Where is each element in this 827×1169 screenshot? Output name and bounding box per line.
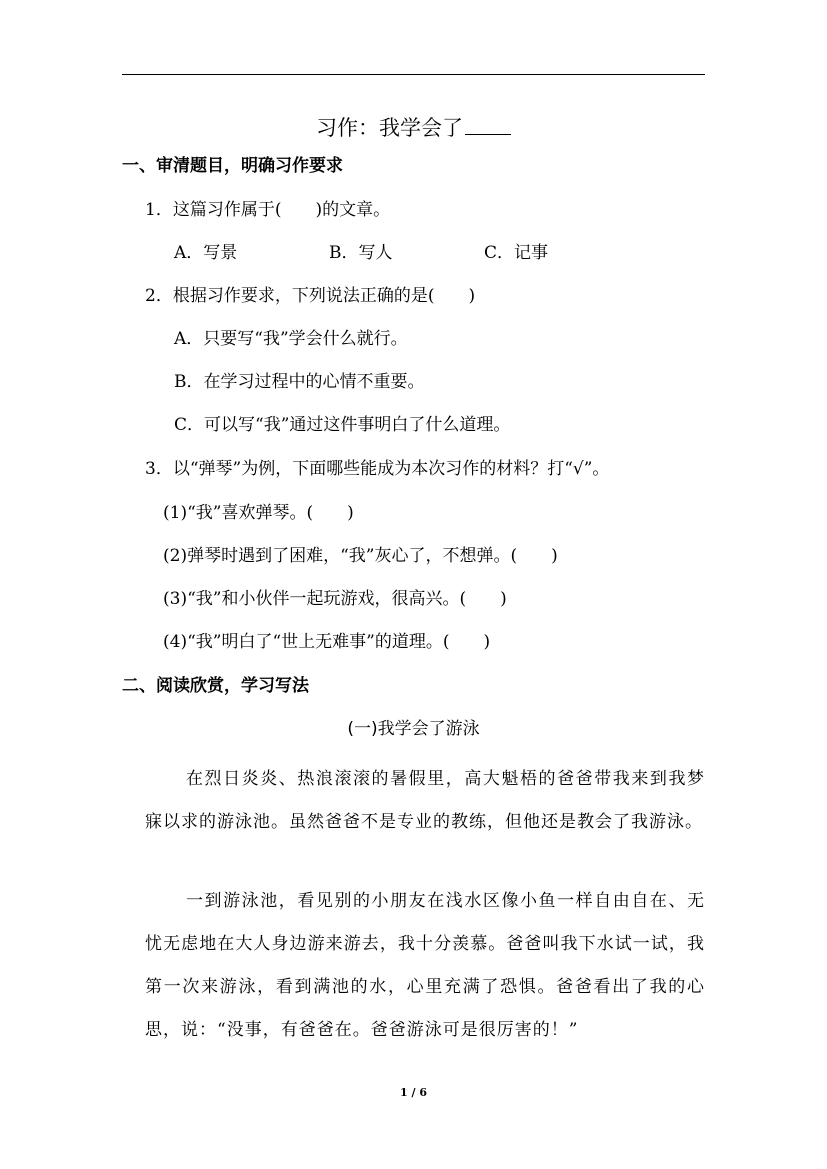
q1-option-a: A．写景 bbox=[174, 243, 238, 263]
q1-options bbox=[174, 242, 548, 264]
q2-stem: 2．根据习作要求，下列说法正确的是( ) bbox=[145, 286, 476, 306]
header-rule bbox=[122, 74, 705, 75]
page-number: 1 / 6 bbox=[400, 1086, 427, 1099]
q1-stem: 1．这篇习作属于( )的文章。 bbox=[145, 200, 391, 220]
passage-paragraph-2: 一到游泳池，看见别的小朋友在浅水区像小鱼一样自由自在、无忧无虑地在大人身边游来游去，我十分羡慕。爸爸叫我下水试一试，我第一次来游泳，看到满池的水，心里充满了恐惧。爸爸看出了我的心思，说：“没事，有爸爸在。爸爸游泳可是很厉害的！” bbox=[145, 891, 705, 1040]
q1-option-b: B．写人 bbox=[329, 243, 393, 263]
q2-option-c: C．可以写“我”通过这件事明白了什么道理。 bbox=[174, 415, 511, 435]
q3-stem: 3．以“弹琴”为例，下面哪些能成为本次习作的材料？打“√”。 bbox=[145, 459, 610, 479]
page-title bbox=[0, 112, 827, 142]
passage-title: (一)我学会了游泳 bbox=[347, 719, 480, 739]
section1-heading: 一、审清题目，明确习作要求 bbox=[122, 156, 343, 176]
q3-item-2: (2)弹琴时遇到了困难，“我”灰心了，不想弹。( ) bbox=[163, 546, 558, 566]
section2-heading: 二、阅读欣赏，学习写法 bbox=[122, 676, 309, 696]
q3-item-4: (4)“我”明白了“世上无难事”的道理。( ) bbox=[163, 632, 491, 652]
q2-option-a: A．只要写“我”学会什么就行。 bbox=[174, 329, 408, 349]
q1-option-c: C．记事 bbox=[484, 243, 549, 263]
q2-option-b: B．在学习过程中的心情不重要。 bbox=[174, 372, 425, 392]
title-blank-line bbox=[465, 116, 511, 135]
passage-paragraph-1: 在烈日炎炎、热浪滚滚的暑假里，高大魁梧的爸爸带我来到我梦寐以求的游泳池。虽然爸爸不是专业的教练，但他还是教会了我游泳。 bbox=[145, 769, 705, 832]
q3-item-3: (3)“我”和小伙伴一起玩游戏，很高兴。( ) bbox=[163, 589, 507, 609]
title-text: 习作：我学会了 bbox=[316, 116, 463, 140]
q3-item-1: (1)“我”喜欢弹琴。( ) bbox=[163, 503, 354, 523]
